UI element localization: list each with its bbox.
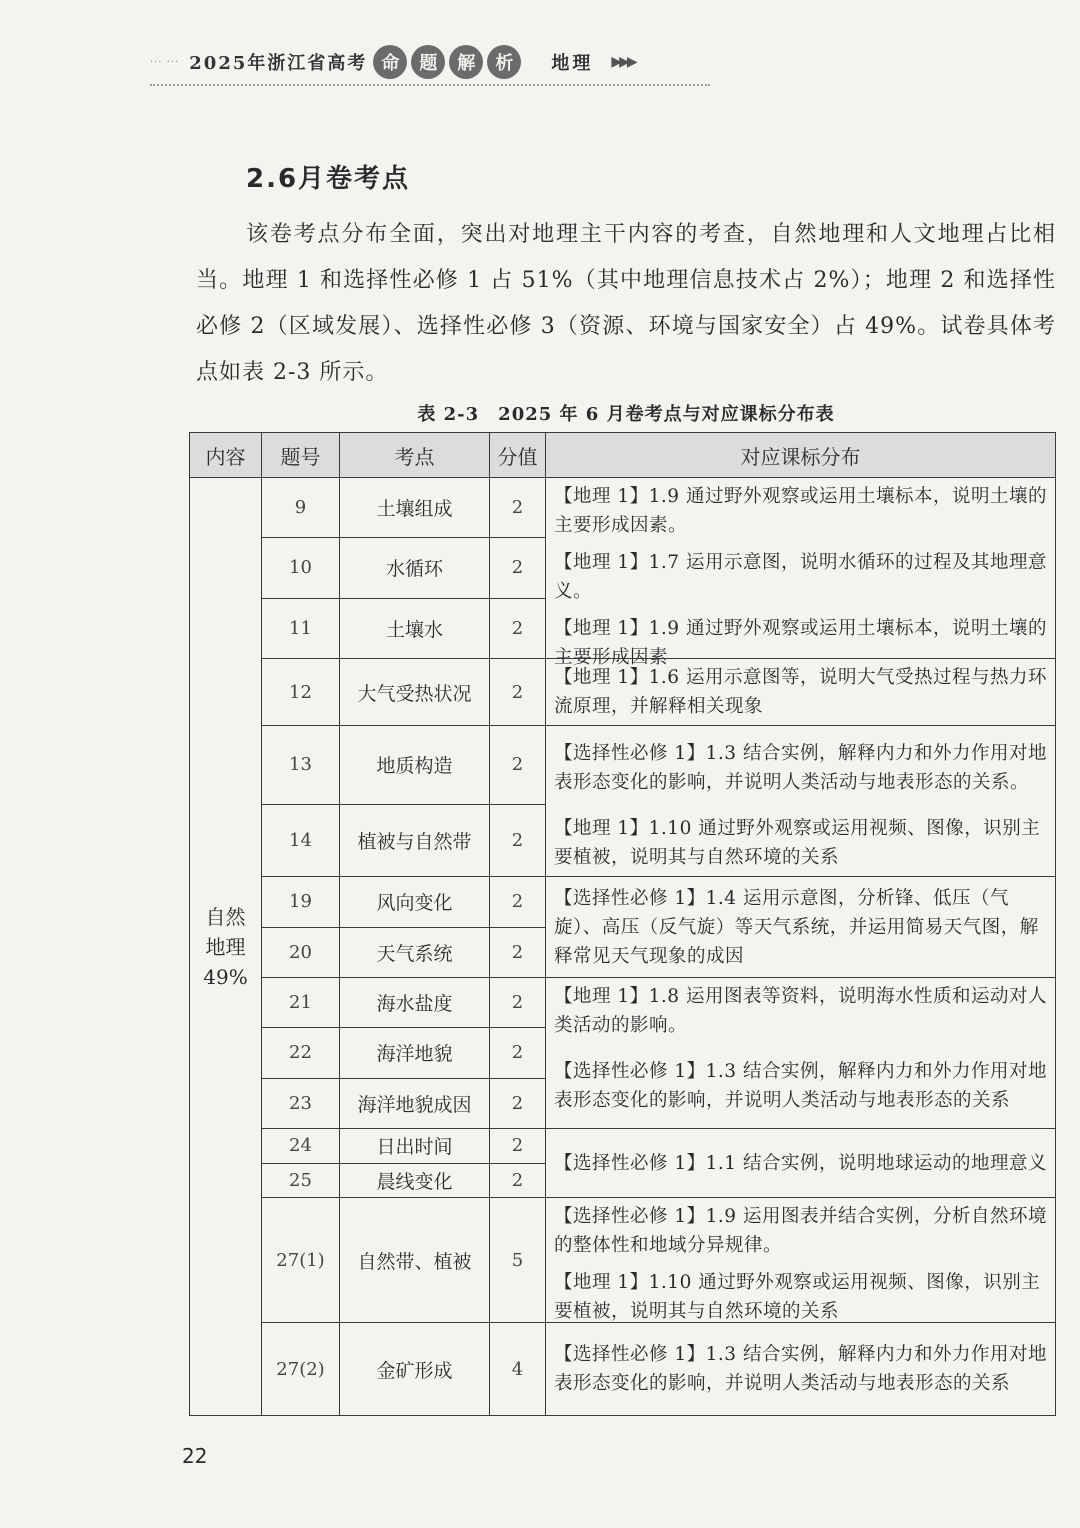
exam-point: 日出时间 <box>340 1129 490 1164</box>
question-no: 24 <box>262 1129 340 1164</box>
header-circle-3: 解 <box>449 45 483 79</box>
question-no: 27(1) <box>262 1198 340 1323</box>
table-row <box>190 1198 1056 1323</box>
score: 2 <box>490 927 546 978</box>
question-no: 9 <box>262 478 340 538</box>
page-number: 22 <box>182 1444 208 1468</box>
intro-paragraph: 该卷考点分布全面，突出对地理主干内容的考查，自然地理和人文地理占比相当。地理 1 和选择性必修 1 占 51%（其中地理信息技术占 2%）；地理 2 和选择性必修 2（区域发展）、选择性必修 3（资源、环境与国家安全）占 49%。试卷具体考点如表 2-3 所示。 <box>196 222 1056 385</box>
exam-point: 水循环 <box>340 538 490 598</box>
score: 2 <box>490 598 546 658</box>
score: 2 <box>490 726 546 805</box>
standard-cell <box>546 659 1056 726</box>
header-circle-4: 析 <box>487 45 521 79</box>
table-row <box>190 478 1056 538</box>
header-subject: 地理 <box>551 53 594 74</box>
standard-cell <box>546 978 1056 1129</box>
question-no: 23 <box>262 1078 340 1128</box>
standard-text: 【选择性必修 1】1.1 结合实例，说明地球运动的地理意义 <box>554 1152 1047 1174</box>
standard-text: 【选择性必修 1】1.3 结合实例，解释内力和外力作用对地表形态变化的影响，并说明人类活动与地表形态的关系。 <box>554 743 1047 793</box>
table-row <box>190 877 1056 928</box>
question-no: 25 <box>262 1163 340 1198</box>
exam-point: 土壤水 <box>340 598 490 658</box>
score: 2 <box>490 1163 546 1198</box>
exam-point: 金矿形成 <box>340 1323 490 1416</box>
standard-text: 【地理 1】1.9 通过野外观察或运用土壤标本，说明土壤的主要形成因素 <box>554 618 1047 668</box>
exam-point: 海洋地貌成因 <box>340 1078 490 1128</box>
exam-point: 自然带、植被 <box>340 1198 490 1323</box>
header-circles <box>373 45 525 79</box>
header-title: 2025年浙江省高考 <box>189 53 368 74</box>
exam-point: 地质构造 <box>340 726 490 805</box>
standard-cell <box>546 1323 1056 1416</box>
exam-points-table <box>189 432 1056 1416</box>
exam-point: 大气受热状况 <box>340 659 490 726</box>
standard-text: 【选择性必修 1】1.3 结合实例，解释内力和外力作用对地表形态变化的影响，并说明人类活动与地表形态的关系 <box>554 1344 1047 1394</box>
question-no: 10 <box>262 538 340 598</box>
question-no: 13 <box>262 726 340 805</box>
standard-cell <box>546 1198 1056 1323</box>
table-header-row <box>190 433 1056 478</box>
standard-text: 【地理 1】1.10 通过野外观察或运用视频、图像，识别主要植被，说明其与自然环境的关系 <box>554 818 1041 868</box>
question-no: 14 <box>262 804 340 876</box>
score: 5 <box>490 1198 546 1323</box>
standard-text: 【选择性必修 1】1.4 运用示意图，分析锋、低压（气旋）、高压（反气旋）等天气系统，并运用简易天气图，解释常见天气现象的成因 <box>554 887 1039 967</box>
standard-text: 【选择性必修 1】1.9 运用图表并结合实例，分析自然环境的整体性和地域分异规律。 <box>554 1206 1047 1256</box>
exam-point: 海洋地貌 <box>340 1028 490 1078</box>
standard-text: 【地理 1】1.10 通过野外观察或运用视频、图像，识别主要植被，说明其与自然环境的关系 <box>554 1272 1041 1322</box>
arrow-right-icon: ▶▶▶ <box>611 54 635 70</box>
score: 2 <box>490 478 546 538</box>
standard-text: 【地理 1】1.9 通过野外观察或运用土壤标本，说明土壤的主要形成因素。 <box>554 486 1047 536</box>
header-decoration: ··· ··· <box>150 56 180 68</box>
standard-cell <box>546 877 1056 978</box>
exam-point: 晨线变化 <box>340 1163 490 1198</box>
exam-point: 海水盐度 <box>340 978 490 1028</box>
score: 2 <box>490 978 546 1028</box>
question-no: 19 <box>262 877 340 928</box>
content-category: 自然 地理 49% <box>190 478 262 1416</box>
standard-cell <box>546 1129 1056 1198</box>
header-circle-1: 命 <box>373 45 407 79</box>
score: 2 <box>490 877 546 928</box>
table-row <box>190 659 1056 726</box>
question-no: 11 <box>262 598 340 658</box>
score: 4 <box>490 1323 546 1416</box>
standard-text: 【选择性必修 1】1.3 结合实例，解释内力和外力作用对地表形态变化的影响，并说明人类活动与地表形态的关系 <box>554 1061 1047 1111</box>
running-header <box>150 40 710 86</box>
question-no: 20 <box>262 927 340 978</box>
score: 2 <box>490 804 546 876</box>
header-point: 考点 <box>340 433 490 478</box>
standard-text: 【地理 1】1.7 运用示意图，说明水循环的过程及其地理意义。 <box>554 552 1047 602</box>
standard-text: 【地理 1】1.6 运用示意图等，说明大气受热过程与热力环流原理，并解释相关现象 <box>554 667 1047 717</box>
exam-point: 土壤组成 <box>340 478 490 538</box>
table-row <box>190 726 1056 805</box>
section-title: 2.6月卷考点 <box>246 164 411 194</box>
table-caption: 表 2-3 2025 年 6 月卷考点与对应课标分布表 <box>417 404 835 425</box>
question-no: 12 <box>262 659 340 726</box>
score: 2 <box>490 1078 546 1128</box>
score: 2 <box>490 659 546 726</box>
standard-cell <box>546 478 1056 668</box>
score: 2 <box>490 1129 546 1164</box>
question-no: 21 <box>262 978 340 1028</box>
exam-point: 植被与自然带 <box>340 804 490 876</box>
header-content: 内容 <box>190 433 262 478</box>
header-standard: 对应课标分布 <box>546 433 1056 478</box>
score: 2 <box>490 538 546 598</box>
header-score: 分值 <box>490 433 546 478</box>
header-circle-2: 题 <box>411 45 445 79</box>
score: 2 <box>490 1028 546 1078</box>
exam-point: 天气系统 <box>340 927 490 978</box>
table-row <box>190 1323 1056 1416</box>
question-no: 22 <box>262 1028 340 1078</box>
exam-point: 风向变化 <box>340 877 490 928</box>
standard-cell <box>546 726 1056 877</box>
standard-text: 【地理 1】1.8 运用图表等资料，说明海水性质和运动对人类活动的影响。 <box>554 986 1047 1036</box>
table-row <box>190 978 1056 1028</box>
header-question-no: 题号 <box>262 433 340 478</box>
question-no: 27(2) <box>262 1323 340 1416</box>
table-row <box>190 1129 1056 1164</box>
